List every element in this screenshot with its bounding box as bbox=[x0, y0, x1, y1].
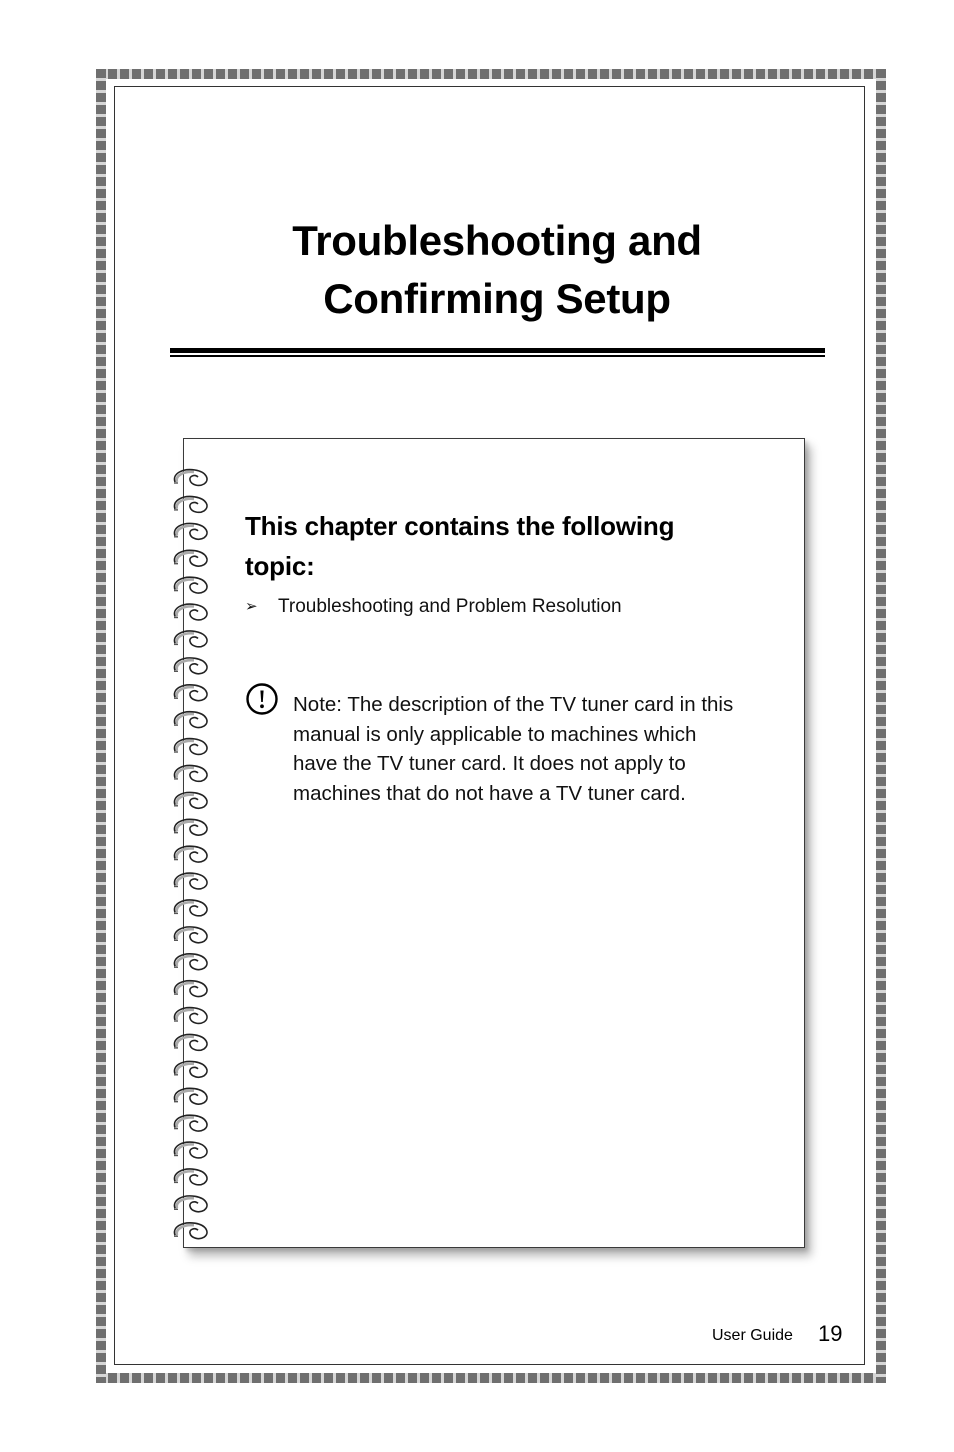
list-item bbox=[245, 594, 622, 620]
spiral-ring-icon bbox=[174, 819, 207, 835]
note-text bbox=[293, 690, 738, 808]
title-rule-thick bbox=[170, 348, 825, 353]
spiral-ring-icon bbox=[174, 1223, 207, 1239]
spiral-ring-icon bbox=[174, 739, 207, 755]
spiral-ring-icon bbox=[174, 550, 207, 566]
spiral-ring-icon bbox=[174, 497, 207, 513]
spiral-ring-icon bbox=[174, 981, 207, 997]
note-body: The description of the TV tuner card in this manual is only applicable to machines which have the TV tuner card. It does not apply to machines that do not have a TV tuner card. bbox=[293, 693, 734, 805]
spiral-ring-icon bbox=[174, 792, 207, 808]
spiral-ring-icon bbox=[174, 873, 207, 889]
spiral-ring-icon bbox=[174, 927, 207, 943]
note-label: Note: bbox=[293, 693, 342, 716]
spiral-binding-icon bbox=[168, 460, 216, 1240]
spiral-ring-icon bbox=[174, 1008, 207, 1024]
topic-item-label: Troubleshooting and Problem Resolution bbox=[278, 596, 622, 617]
frame-border-left bbox=[96, 69, 106, 1383]
spiral-ring-icon bbox=[174, 1142, 207, 1158]
topic-heading-line2: topic: bbox=[245, 551, 315, 581]
spiral-ring-icon bbox=[174, 1115, 207, 1131]
topic-list bbox=[245, 594, 622, 620]
spiral-ring-icon bbox=[174, 523, 207, 539]
chapter-title-line1: Troubleshooting and bbox=[292, 217, 702, 264]
chapter-title bbox=[114, 212, 880, 328]
frame-border-top bbox=[96, 69, 886, 79]
spiral-ring-icon bbox=[174, 900, 207, 916]
topic-heading-line1: This chapter contains the following bbox=[245, 511, 675, 541]
spiral-ring-icon bbox=[174, 470, 207, 486]
spiral-ring-icon bbox=[174, 685, 207, 701]
spiral-ring-icon bbox=[174, 954, 207, 970]
frame-border-bottom bbox=[96, 1373, 886, 1383]
spiral-ring-icon bbox=[174, 766, 207, 782]
spiral-ring-icon bbox=[174, 846, 207, 862]
footer-label: User Guide bbox=[712, 1327, 793, 1344]
topic-heading bbox=[245, 506, 765, 586]
spiral-ring-icon bbox=[174, 1061, 207, 1077]
spiral-ring-icon bbox=[174, 1088, 207, 1104]
title-rule-thin bbox=[170, 355, 825, 357]
spiral-ring-icon bbox=[174, 631, 207, 647]
chapter-title-line2: Confirming Setup bbox=[323, 275, 671, 322]
spiral-ring-icon bbox=[174, 604, 207, 620]
arrow-bullet-icon: ➢ bbox=[245, 598, 258, 615]
spiral-ring-icon bbox=[174, 658, 207, 674]
page-number: 19 bbox=[818, 1321, 843, 1346]
spiral-ring-icon bbox=[174, 1196, 207, 1212]
spiral-ring-icon bbox=[174, 1169, 207, 1185]
spiral-ring-icon bbox=[174, 577, 207, 593]
spiral-ring-icon bbox=[174, 1035, 207, 1051]
exclamation-circle-icon bbox=[245, 682, 279, 716]
spiral-ring-icon bbox=[174, 712, 207, 728]
